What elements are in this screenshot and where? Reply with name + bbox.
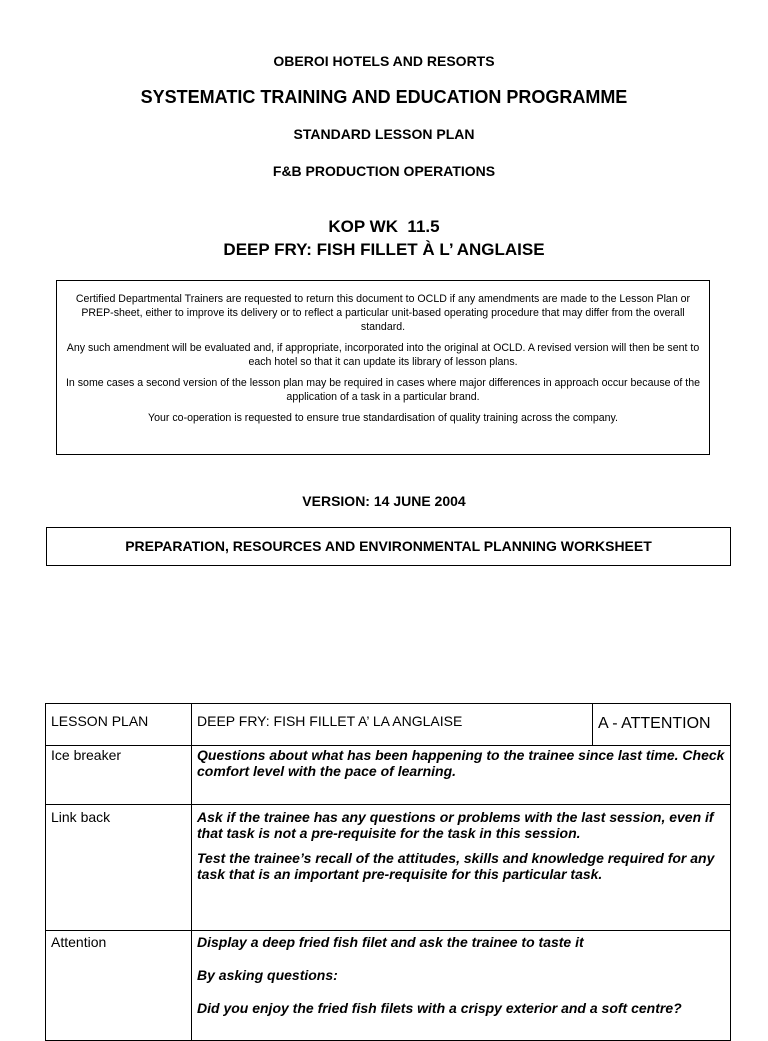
table-row (46, 746, 731, 805)
notice-box (56, 280, 710, 455)
row-label: Ice breaker (46, 746, 192, 805)
row-line: Test the trainee’s recall of the attitudes, skills and knowledge required for any task that is an important pre-requisite for this particular task. (197, 850, 715, 882)
plan-type: STANDARD LESSON PLAN (293, 126, 475, 142)
row-content (192, 931, 731, 1041)
header-lesson-plan: LESSON PLAN (46, 704, 192, 746)
organization-name: OBEROI HOTELS AND RESORTS (273, 53, 495, 69)
row-label: Link back (46, 805, 192, 931)
row-line: Questions about what has been happening to the trainee since last time. Check comfort level with the pace of learning. (197, 747, 725, 779)
table-header-row (46, 704, 731, 746)
department: F&B PRODUCTION OPERATIONS (272, 163, 496, 179)
table-row (46, 931, 731, 1041)
row-line: Ask if the trainee has any questions or problems with the last session, even if that task is not a pre-requisite for the task in this session. (197, 809, 714, 841)
lesson-plan-table (45, 703, 731, 1041)
row-line: Did you enjoy the fried fish filets with a crispy exterior and a soft centre? (197, 1000, 682, 1016)
notice-paragraph: In some cases a second version of the lesson plan may be required in cases where major differences in approach occur because of the application of a task in a particular brand. (65, 377, 701, 403)
table-row (46, 805, 731, 931)
notice-paragraph: Certified Departmental Trainers are requested to return this document to OCLD if any amendments are made to the Lesson Plan or PREP-sheet, either to improve its delivery or to reflect a particular unit-based operating procedure that may differ from the overall standard. (75, 293, 691, 333)
row-line: By asking questions: (197, 967, 338, 983)
version-line: VERSION: 14 JUNE 2004 (302, 493, 466, 509)
notice-paragraph: Any such amendment will be evaluated and, if appropriate, incorporated into the original at OCLD. A revised version will then be sent to each hotel so that it can update its library of lesson plans. (66, 342, 700, 368)
notice-paragraph: Your co-operation is requested to ensure true standardisation of quality training across the company. (148, 412, 618, 424)
row-line: Display a deep fried fish filet and ask the trainee to taste it (197, 934, 584, 950)
lesson-title: DEEP FRY: FISH FILLET À L’ ANGLAISE (223, 240, 545, 259)
prep-heading-box: PREPARATION, RESOURCES AND ENVIRONMENTAL PLANNING WORKSHEET (46, 527, 731, 566)
programme-title: SYSTEMATIC TRAINING AND EDUCATION PROGRAMME (140, 87, 628, 107)
header-lesson-title: DEEP FRY: FISH FILLET A’ LA ANGLAISE (192, 704, 593, 746)
row-content (192, 805, 731, 931)
header-phase: A - ATTENTION (593, 704, 731, 746)
row-label: Attention (46, 931, 192, 1041)
lesson-code: KOP WK 11.5 (328, 217, 440, 236)
row-content (192, 746, 731, 805)
